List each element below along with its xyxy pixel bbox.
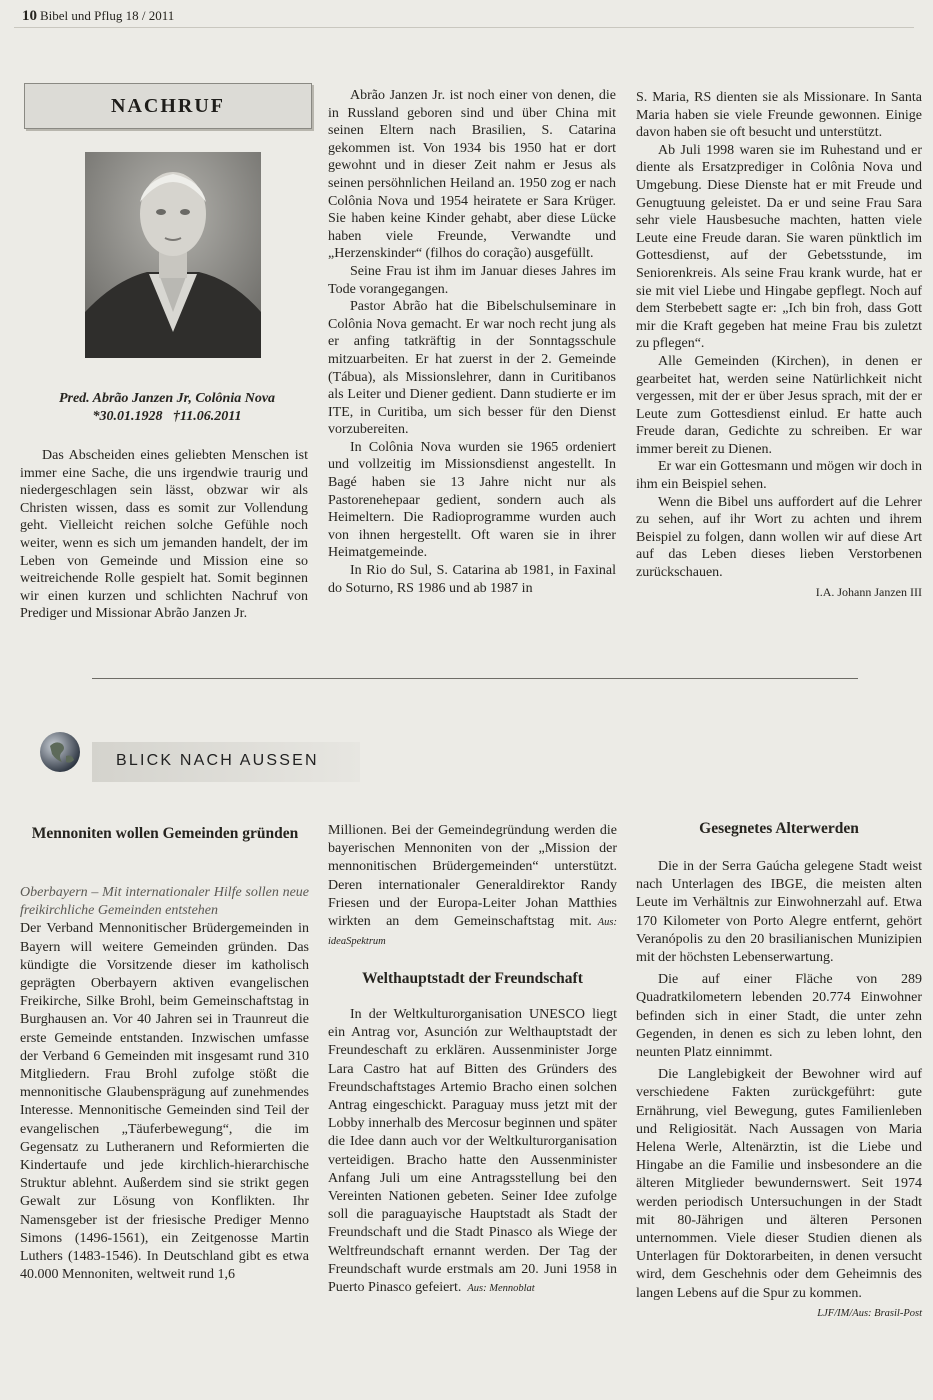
paragraph: Alle Gemeinden (Kirchen), in denen er gearbeitet hat, werden seine Natürlichkeit nicht vergessen, mit der er über Jesus sprach, mit der er Leute zum Gottesdienst einlud. Er hatte auch Freude daran, Gedichte zu schreiben. Er war immer bereit zu Dienen.	[636, 353, 922, 457]
paragraph: Pastor Abrão hat die Bibelschulseminare in Colônia Nova gemacht. Er war noch recht jung als er anfing tatkräftig in der Sonntagsschule mitzuarbeiten. Er hat zuerst in der 2. Gemeinde (Tábua), als Missionslehrer, dann in Curitibanos als Leiter und Diener gedient. Dann studierte er im ITE, in Curitiba, um sich besser für den Dienst vorzubereiten.	[328, 299, 616, 438]
paragraph: Die Langlebigkeit der Bewohner wird auf verschiedene Fakten zurückgeführt: gute Ernährung, viel Bewegung, gutes Familienleben und Religiosität. Nach Aussagen von Maria Helena Werle, Altenärztin, ist die Liebe und Hingabe an die Familie und insbesondere an die älteren Mitglieder bewundernswert. Seit 1974 werden periodisch Untersuchungen in der Stadt mit 80-Jährigen und älteren Personen unternommen. Viele dieser Studien dienen als Unterlagen für Doktorarbeiten, in denen versucht wird, dem Geschehnis oder dem Geheimnis des langen Lebens auf die Spur zu kommen.	[636, 1067, 922, 1301]
paragraph: Er war ein Gottesmann und mögen wir doch in ihm ein Beispiel sehen.	[636, 459, 922, 493]
section-title: BLICK NACH AUSSEN	[116, 752, 319, 769]
portrait-photo	[85, 152, 261, 358]
caption-dates: *30.01.1928 †11.06.2011	[92, 409, 242, 424]
portrait-illustration	[85, 152, 261, 358]
paragraph: In Colônia Nova wurden sie 1965 ordeniert und vollzeitig im Missionsdienst angestellt. In Bagé haben sie 13 Jahre nicht nur als Pastorenehepaar gedient, sondern auch als Heimeltern. Die Radioprogramme wurden auch von ihnen hergestellt. Oft waren sie in ihrer Heimatgemeinde.	[328, 439, 616, 561]
article-2-text	[328, 1006, 617, 1298]
article-1-title: Mennoniten wollen Gemeinden gründen	[31, 825, 299, 842]
paragraph: Die auf einer Fläche von 289 Quadratkilometern lebenden 20.774 Einwohner befinden sich in einer Stadt, die unter zehn Gegenden, in denen es sich zu leben lohnt, den neunten Platz einnimmt.	[636, 972, 922, 1061]
publication-title: Bibel und Pflug 18 / 2011	[40, 8, 175, 23]
article-1-cont-text: Millionen. Bei der Gemeindegründung werden die bayerischen Mennoniten von der „Mission der mennonitischen Brüdergemeinden“ unterstützt. Deren internationaler Generaldirektor Randy Friesen und der Europa-Leiter Johan Matthies wirkten an dem Gemeinschaftstag mit.	[328, 823, 617, 930]
article-3-title: Gesegnetes Alterwerden	[699, 820, 859, 837]
article-1-lede: Oberbayern – Mit internationaler Hilfe sollen neue freikirchliche Gemeinden entstehen	[20, 885, 309, 919]
caption-name: Pred. Abrão Janzen Jr, Colônia Nova	[58, 391, 276, 406]
nachruf-column-3	[636, 89, 922, 601]
paragraph: In Rio do Sul, S. Catarina ab 1981, in Faxinal do Soturno, RS 1986 und ab 1987 in	[328, 563, 616, 596]
globe-icon	[38, 730, 82, 774]
nachruf-column-2	[328, 87, 616, 597]
paragraph: Abrão Janzen Jr. ist noch einer von denen, die in Russland geboren sind und über China mit seinen Eltern nach Brasilien, S. Catarina gekommen ist. Von 1934 bis 1950 hat er dort gewohnt und in dieser Zeit nahm er Jesus als seinen persöhnlichen Heiland an. 1950 zog er nach Colônia Nova und 1954 heiratete er Sara Krüger. Sie haben keine Kinder gehabt, aber diese Lücke haben viele Freunde, Verwandte und „Herzenskinder“ (filhos do coração) ausgefüllt.	[328, 88, 616, 262]
article-3-source: LJF/IM/Aus: Brasil-Post	[817, 1307, 922, 1319]
article-2-title: Welthauptstadt der Freundschaft	[362, 970, 583, 987]
paragraph: Die in der Serra Gaúcha gelegene Stadt weist nach Unterlagen des IBGE, die meisten alten Leute im Verhältnis zur Einwohnerzahl auf. Etwa 170 Kilometer von Porto Alegre entfernt, gehört Veranópolis zu den 20 brasilianischen Munizipien mit der höchsten Lebenserwartung.	[636, 859, 922, 966]
article-2-body	[328, 1006, 617, 1298]
article-1-continuation	[328, 822, 617, 951]
section-divider	[92, 678, 858, 679]
article-1-text: Der Verband Mennonitischer Brüdergemeinden in Bayern will weitere Gemeinden gründen. Das kündigte die Vorsitzende dieser im katholisch geprägten Oberbayern aktiven evangelischen Freikirche, Silke Brohl, beim Gemeinschaftstag in Burghausen an. Vor 40 Jahren sei in Traunreut die erste Gemeinde entstanden. Inzwischen umfasse der Verband 6 Gemeinden mit insgesamt rund 310 Mitgliedern. Frau Brohl zufolge stößt die mennonitische Glaubensprägung auf zunehmendes Interesse. Mennonitische Gemeinden sind Teil der evangelischen „Täuferbewegung“, die im Gegensatz zu Lutheranern und Reformierten die Kindertaufe und jede kirchlich-hierarchische Struktur ablehnt. Außerdem sind sie strikt gegen Gewalt zur Lösung von Konflikten. Ihr Namensgeber ist der friesische Prediger Menno Simons (1496-1561), ein Zeitgenosse Martin Luthers (1483-1546). In Deutschland gibt es etwa 40.000 Mennoniten, weltweit rund 1,6	[20, 921, 309, 1283]
paragraph: Das Abscheiden eines geliebten Menschen ist immer eine Sache, die uns irgendwie traurig und niedergeschlagen sein lässt, obzwar wir als Christen wissen, dass es somit zur Vollendung geht. Vielleicht reichen solche Gefühle noch weiter, wenn es sich um jemanden handelt, der im Leben von Gemeinde und Mission eine so weitreichende Rolle gespielt hat. Somit beginnen wir einen kurzen und schlichten Nachruf von Prediger und Missionar Abrão Janzen Jr.	[20, 448, 308, 622]
page-header	[22, 8, 174, 25]
paragraph: Wenn die Bibel uns auffordert auf die Lehrer zu sehen, auf ihr Wort zu achten und ihrem Beispiel zu folgen, dann wollen wir auf diese Art auf das Leben dieses lieben Verstorbenen zurückschauen.	[636, 494, 922, 581]
paragraph: Seine Frau ist ihm im Januar dieses Jahres im Tode vorangegangen.	[328, 263, 616, 297]
article-2-main-text: In der Weltkulturorganisation UNESCO liegt ein Antrag vor, Asunción zur Welthauptstadt der Freundeschaft zu erklären. Aussenminister Jorge Lara Castro hat auf Bitten des Gründers des Freundschaftstages Artemio Bracho einen solchen Antrag eingeschickt. Paraguay muss jetzt mit der Lobby innerhalb des Mercosur beginnen und später die Idee dann auch vor der Weltkulturorganisation verteidigen. Bracho hatte den Aussenminister Anfang Juli um eine Antragsstellung bei den Vereinten Nationen gebeten. Seiner Idee zufolge soll die paraguayische Hauptstadt als Stadt der Freundschaft und die Stadt Pinasco als Wiege der Weltfreundschaft ernannt werden. Der Tag der Freundschaft wurde erstmals am 20. Juni 1958 in Puerto Pinasco gefeiert.	[328, 1007, 617, 1296]
paragraph: S. Maria, RS dienten sie als Missionare. In Santa Maria haben sie viele Freunde gewonnen. Einige davon haben sie oft besucht und unterstützt.	[636, 90, 922, 141]
article-2-source: Aus: Mennoblat	[467, 1283, 535, 1295]
nachruf-column-1	[20, 447, 308, 623]
article-1-body	[20, 884, 309, 1284]
author-signature: I.A. Johann Janzen III	[815, 584, 922, 599]
header-rule	[14, 27, 914, 28]
paragraph: Ab Juli 1998 waren sie im Ruhestand und er diente als Ersatzprediger in Colônia Nova und Umgebung. Diese Dienste hat er mit Freude und Genugtuung geleistet. Da er und seine Frau Sara sehr viele Hausbesuche machten, hatten viele Leute eine Freude daran. Sie waren pünktlich im Gottesdienst, auf der Gebetsstunde, im Seniorenkreis. Als seine Frau krank wurde, hat er sie mit viel Liebe und Hingabe gepflegt. Noch auf dem Sterbebett sagte er: „Ich bin froh, dass Gott mir die Kraft gegeben hat meine Frau bis zuletzt zu pflegen“.	[636, 142, 922, 352]
page-number: 10	[22, 8, 37, 24]
article-1-text-cont	[328, 822, 617, 951]
article-1-source: Aus: ideaSpektrum	[328, 917, 617, 948]
portrait-caption	[22, 390, 312, 426]
nachruf-heading-box	[24, 83, 312, 129]
article-3-body	[636, 858, 922, 1323]
nachruf-heading: NACHRUF	[111, 94, 225, 117]
